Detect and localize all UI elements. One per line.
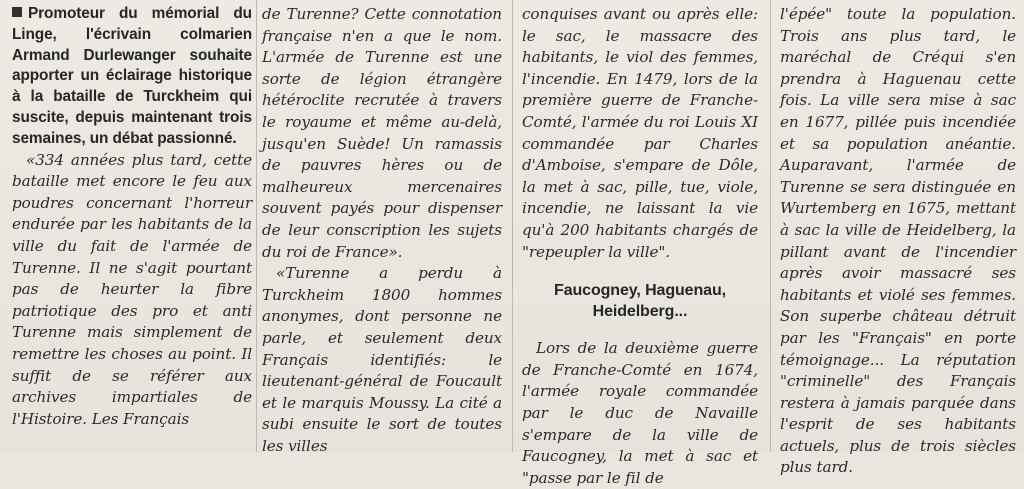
column-3-paragraph-2: Lors de la deuxième guerre de Franche-Comté en 1674, l'armée royale commandée par le duc de Navaille s'empare de la ville de Faucogney, la met à sac et "passe par le fil de [522, 339, 758, 487]
subheading: Faucogney, Haguenau, Heidelberg... [554, 282, 726, 320]
column-1-body: «334 années plus tard, cette bataille met encore le feu aux poudres concernant l'horreur endurée par les habitants de la ville du fait de l'armée de Turenne. Il ne s'agit pourtant pas de heurter la fibre patriotique des pro et anti Turenne mais simplement de remettre les choses au point. Il suffit de se référer aux archives impartiales de l'Histoire. Les Français [12, 150, 252, 428]
column-divider [256, 0, 257, 452]
column-2-paragraph-1: de Turenne? Cette connotation française n'en a que le nom. L'armée de Turenne est une sorte de légion étrangère hétéroclite recrutée à travers le royaume et même au-delà, jusqu'en Suède! Un ramassis de pauvres hères ou de malheureux mercenaires souvent payés pour dispenser de leur conscription les sujets du roi de France». [262, 5, 502, 261]
column-3 [522, 0, 758, 487]
lead-paragraph [12, 4, 252, 150]
bullet-square-icon [12, 7, 22, 17]
column-4 [780, 0, 1016, 477]
column-3-paragraph-1: conquises avant ou après elle: le sac, le massacre des habitants, le viol des femmes, l'incendie. En 1479, lors de la première guerre de Franche-Comté, l'armée du roi Louis XI commandée par Charles d'Amboise, s'empare de Dôle, la met à sac, pille, tue, viole, incendie, ne laissant la vie qu'à 200 habitants chargés de "repeupler la ville". [522, 5, 758, 261]
column-2-paragraph-2: «Turenne a perdu à Turckheim 1800 hommes anonymes, dont personne ne parle, et seulement deux Français identifiés: le lieutenant-général de Foucault et le marquis Moussy. La cité a subi ensuite le sort de toutes les villes [262, 264, 502, 455]
column-1 [12, 0, 252, 452]
column-divider [770, 0, 771, 452]
column-divider [512, 0, 513, 452]
column-4-body: l'épée" toute la population. Trois ans plus tard, le maréchal de Créqui s'en prendra à Haguenau cette fois. La ville sera mise à sac en 1677, pillée puis incendiée et sa population anéantie. Auparavant, l'armée de Turenne se sera distinguée en Wurtemberg en 1675, mettant à sac la ville de Heidelberg, la pillant avant de l'incendier après avoir massacré ses habitants et violé ses femmes. Son superbe château détruit par les "Français" en porte témoignage... La réputation "criminelle" des Français restera à jamais parquée dans l'esprit de ses habitants actuels, plus de trois siècles plus tard. [780, 5, 1016, 477]
lead-text: Promoteur du mémorial du Linge, l'écrivain colmarien Armand Durlewanger souhaite apporter un éclairage historique à la bataille de Turckheim qui suscite, depuis maintenant trois semaines, un débat passionné. [12, 5, 252, 147]
column-2 [262, 0, 502, 455]
